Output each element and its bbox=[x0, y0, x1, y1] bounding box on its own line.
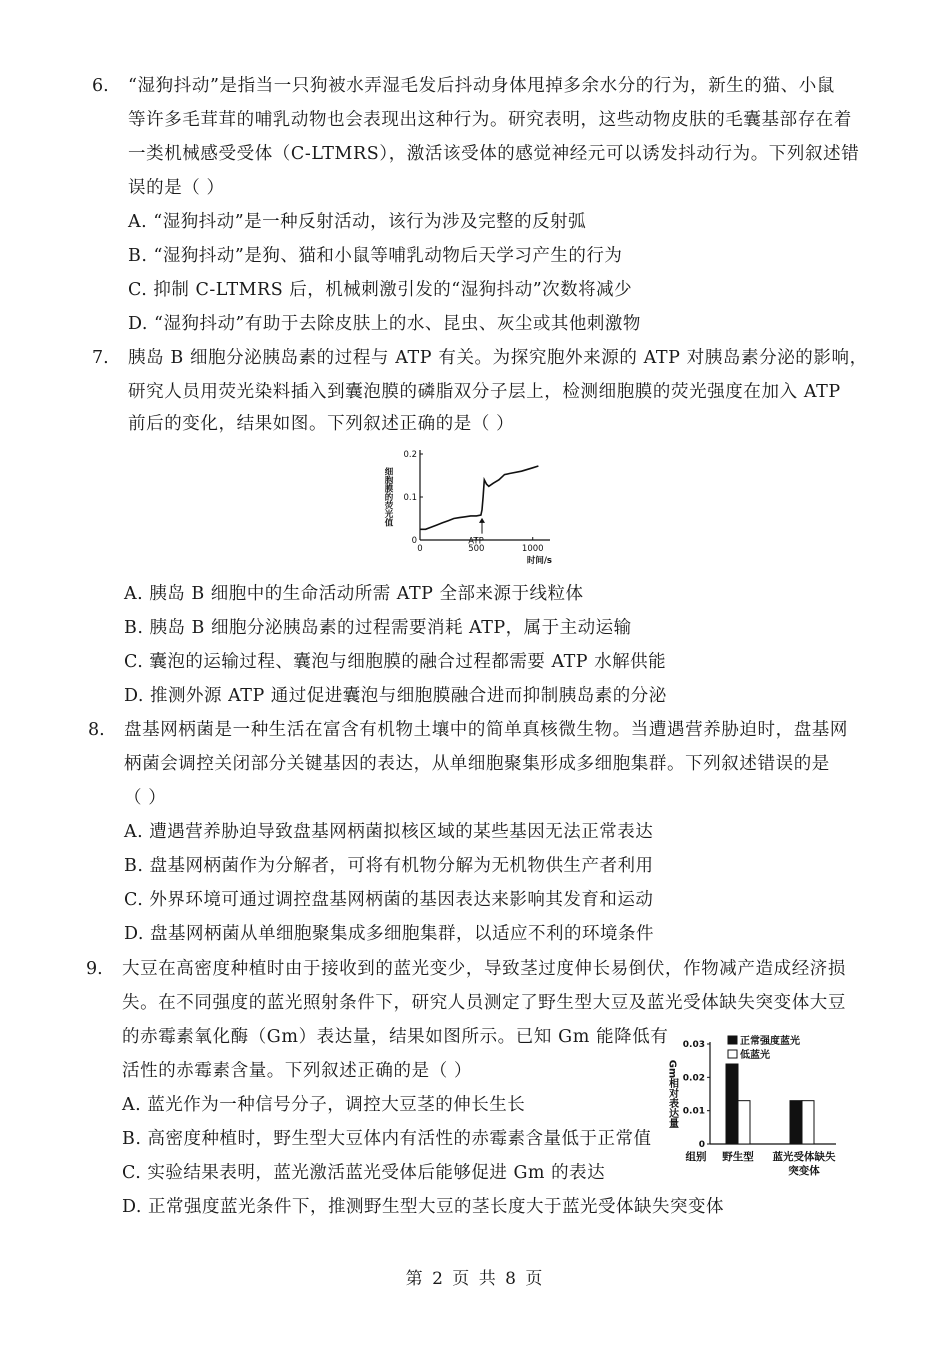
question-9-stem-line-4: 活性的赤霉素含量。下列叙述正确的是（ ） bbox=[122, 1061, 473, 1081]
question-8-option-c: C. 外界环境可通过调控盘基网柄菌的基因表达来影响其发育和运动 bbox=[124, 890, 654, 910]
bar bbox=[802, 1101, 814, 1144]
question-9-stem-line-1: 大豆在高密度种植时由于接收到的蓝光变少，导致茎过度伸长易倒伏，作物减产造成经济损 bbox=[122, 959, 846, 979]
question-6-stem-line-3: 一类机械感受受体（C-LTMRS），激活该受体的感觉神经元可以诱发抖动行为。下列叙述错 bbox=[128, 144, 860, 164]
bar bbox=[726, 1064, 738, 1144]
x-tick-label: 1000 bbox=[521, 544, 544, 554]
question-6-option-d: D. “湿狗抖动”有助于去除皮肤上的水、昆虫、灰尘或其他刺激物 bbox=[128, 314, 641, 334]
y-tick-label: 0.02 bbox=[682, 1073, 705, 1084]
category-label: 蓝光受体缺失 bbox=[772, 1151, 836, 1163]
question-6-stem-line-4: 误的是（ ） bbox=[128, 178, 225, 198]
legend-label: 低蓝光 bbox=[740, 1050, 770, 1061]
fluorescence-series-line bbox=[420, 466, 538, 529]
question-9-number: 9. bbox=[86, 959, 103, 979]
y-tick-label: 0 bbox=[698, 1140, 705, 1150]
question-8-stem-line-3: （ ） bbox=[124, 788, 167, 808]
question-9-option-a: A. 蓝光作为一种信号分子，调控大豆茎的伸长生长 bbox=[122, 1095, 526, 1115]
y-axis-title: 细胞膜的荧光值 bbox=[383, 467, 393, 527]
question-7-option-d: D. 推测外源 ATP 通过促进囊泡与细胞膜融合进而抑制胰岛素的分泌 bbox=[124, 686, 667, 706]
atp-annotation-label: ATP bbox=[468, 536, 484, 547]
y-tick-label: 0.01 bbox=[682, 1106, 705, 1117]
y-tick-label: 0.2 bbox=[403, 450, 417, 460]
fluorescence-line-chart bbox=[376, 446, 576, 574]
question-7-number: 7. bbox=[92, 348, 109, 368]
question-9-stem-line-2: 失。在不同强度的蓝光照射条件下，研究人员测定了野生型大豆及蓝光受体缺失突变体大豆 bbox=[122, 993, 846, 1013]
question-8-stem-line-1: 盘基网柄菌是一种生活在富含有机物土壤中的简单真核微生物。当遭遇营养胁迫时，盘基网 bbox=[124, 720, 848, 740]
y-tick-label: 0.1 bbox=[403, 493, 417, 503]
question-7-stem-line-1: 胰岛 B 细胞分泌胰岛素的过程与 ATP 有关。为探究胞外来源的 ATP 对胰岛素分泌的影响， bbox=[128, 348, 868, 368]
question-6-stem-line-2: 等许多毛茸茸的哺乳动物也会表现出这种行为。研究表明，这些动物皮肤的毛囊基部存在着 bbox=[128, 110, 852, 130]
category-label: 野生型 bbox=[722, 1151, 754, 1163]
question-8-option-d: D. 盘基网柄菌从单细胞聚集成多细胞集群，以适应不利的环境条件 bbox=[124, 924, 655, 944]
question-8-option-a: A. 遭遇营养胁迫导致盘基网柄菌拟核区域的某些基因无法正常表达 bbox=[124, 822, 654, 842]
bar bbox=[738, 1101, 750, 1144]
x-tick-label: 0 bbox=[417, 544, 423, 554]
question-6-stem-line-1: “湿狗抖动”是指当一只狗被水弄湿毛发后抖动身体甩掉多余水分的行为，新生的猫、小鼠 bbox=[128, 76, 835, 96]
legend-label: 正常强度蓝光 bbox=[740, 1036, 800, 1047]
question-9-option-b: B. 高密度种植时，野生型大豆体内有活性的赤霉素含量低于正常值 bbox=[122, 1129, 652, 1149]
question-7-option-c: C. 囊泡的运输过程、囊泡与细胞膜的融合过程都需要 ATP 水解供能 bbox=[124, 652, 667, 672]
question-6-option-b: B. “湿狗抖动”是狗、猫和小鼠等哺乳动物后天学习产生的行为 bbox=[128, 246, 623, 266]
y-tick-label: 0 bbox=[411, 536, 417, 546]
atp-arrow-head bbox=[479, 518, 485, 523]
question-9-stem-line-3: 的赤霉素氧化酶（Gm）表达量，结果如图所示。已知 Gm 能降低有 bbox=[122, 1027, 669, 1047]
legend-swatch bbox=[728, 1050, 737, 1058]
y-axis-title: Gm相对表达量 bbox=[666, 1059, 678, 1129]
question-9-option-c: C. 实验结果表明，蓝光激活蓝光受体后能够促进 Gm 的表达 bbox=[122, 1163, 606, 1183]
group-axis-label: 组别 bbox=[685, 1151, 707, 1163]
question-7-option-b: B. 胰岛 B 细胞分泌胰岛素的过程需要消耗 ATP，属于主动运输 bbox=[124, 618, 632, 638]
question-8-number: 8. bbox=[88, 720, 105, 740]
question-7-stem-line-2: 研究人员用荧光染料插入到囊泡膜的磷脂双分子层上，检测细胞膜的荧光强度在加入 ATP bbox=[128, 382, 841, 402]
y-tick-label: 0.03 bbox=[682, 1040, 705, 1050]
x-tick-label: 500 bbox=[468, 544, 485, 554]
page-footer: 第 2 页 共 8 页 bbox=[405, 1269, 545, 1289]
category-label-continued: 突变体 bbox=[788, 1165, 820, 1177]
question-9-option-d: D. 正常强度蓝光条件下，推测野生型大豆的茎长度大于蓝光受体缺失突变体 bbox=[122, 1197, 725, 1217]
legend-swatch bbox=[728, 1036, 737, 1044]
question-8-stem-line-2: 柄菌会调控关闭部分关键基因的表达，从单细胞聚集形成多细胞集群。下列叙述错误的是 bbox=[124, 754, 830, 774]
question-8-option-b: B. 盘基网柄菌作为分解者，可将有机物分解为无机物供生产者利用 bbox=[124, 856, 654, 876]
x-axis-title: 时间/s bbox=[526, 556, 552, 566]
question-6-option-a: A. “湿狗抖动”是一种反射活动，该行为涉及完整的反射弧 bbox=[128, 212, 587, 232]
question-6-number: 6. bbox=[92, 76, 109, 96]
question-7-option-a: A. 胰岛 B 细胞中的生命活动所需 ATP 全部来源于线粒体 bbox=[124, 584, 584, 604]
question-7-stem-line-3: 前后的变化，结果如图。下列叙述正确的是（ ） bbox=[128, 414, 515, 434]
bar bbox=[790, 1101, 802, 1144]
gm-expression-bar-chart bbox=[664, 1030, 854, 1190]
question-6-option-c: C. 抑制 C-LTMRS 后，机械刺激引发的“湿狗抖动”次数将减少 bbox=[128, 280, 633, 300]
